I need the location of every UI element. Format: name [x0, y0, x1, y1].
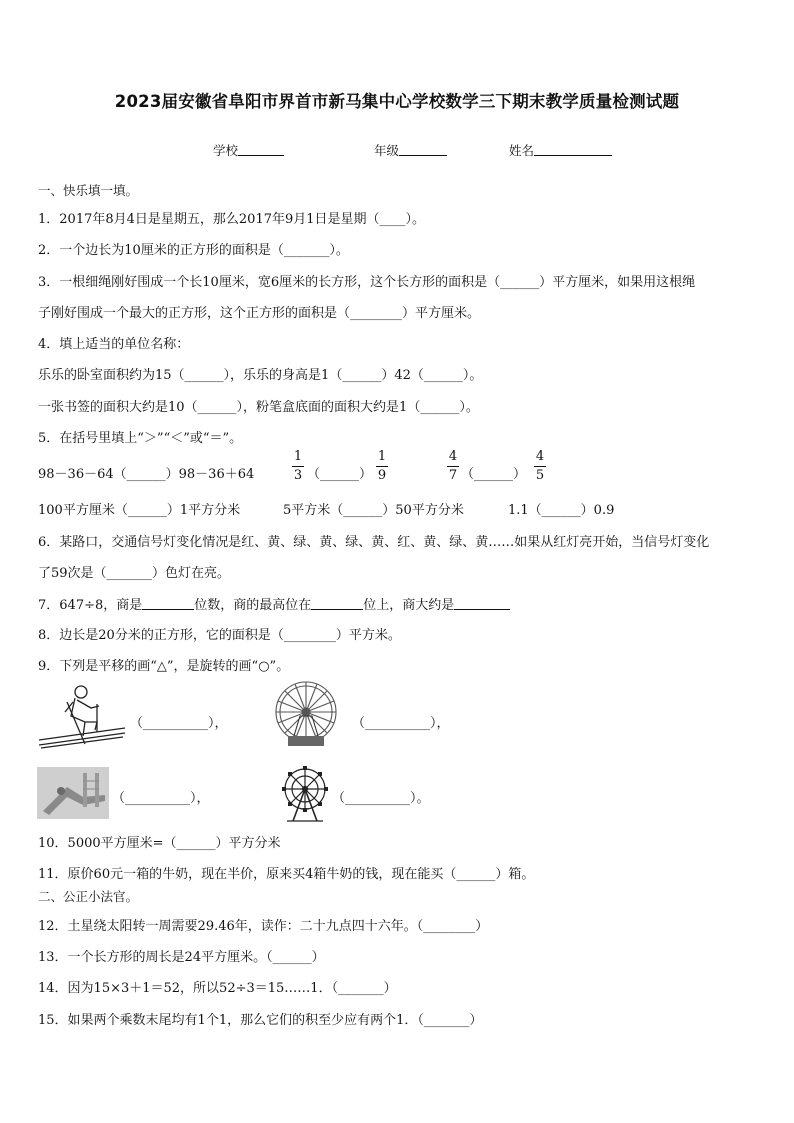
q7-blank-3[interactable] — [454, 597, 510, 610]
question-4-line-1: 乐乐的卧室面积约为15（______），乐乐的身高是1（______）42（______）。 — [38, 368, 483, 383]
q9-blank-4: （__________）。 — [332, 791, 430, 806]
name-blank[interactable] — [534, 143, 612, 156]
q7-blank-2[interactable] — [311, 597, 363, 610]
skier-image — [37, 682, 127, 750]
fraction-denominator: 3 — [293, 468, 303, 483]
question-5: 5．在括号里填上“＞”“＜”或“＝”。 — [38, 431, 243, 446]
q5-row2-c: 1.1（______）0.9 — [508, 503, 615, 518]
ferris-wheel-image — [270, 680, 342, 752]
grade-label: 年级 — [374, 143, 400, 158]
slide-image — [37, 767, 109, 819]
question-15: 15．如果两个乘数末尾均有1个1，那么它们的积至少应有两个1．（_______） — [38, 1013, 483, 1028]
question-7 — [38, 594, 510, 613]
section-2-heading: 二、公正小法官。 — [38, 889, 139, 904]
page-title: 2023届安徽省阜阳市界首市新马集中心学校数学三下期末教学质量检测试题 — [114, 92, 680, 111]
name-label: 姓名 — [509, 143, 535, 158]
grade-field — [374, 141, 447, 159]
school-blank[interactable] — [238, 143, 284, 156]
q5-row1-blank-2: （______） — [461, 467, 527, 482]
question-10: 10．5000平方厘米=（______）平方分米 — [38, 836, 281, 851]
q7-blank-1[interactable] — [142, 597, 194, 610]
q5-row1-a: 98－36－64（______）98－36＋64 — [38, 467, 255, 482]
question-4-line-2: 一张书签的面积大约是10（______），粉笔盒底面的面积大约是1（______）。 — [38, 400, 479, 415]
question-11: 11．原价60元一箱的牛奶，现在半价，原来买4箱牛奶的钱，现在能买（______）箱。 — [38, 867, 535, 882]
q5-row1-blank-1: （______） — [307, 467, 373, 482]
grade-blank[interactable] — [399, 143, 447, 156]
fraction-denominator: 7 — [448, 468, 458, 483]
fraction-denominator: 9 — [377, 468, 387, 483]
name-field — [509, 141, 612, 159]
question-3-line-1: 3．一根细绳刚好围成一个长10厘米，宽6厘米的长方形，这个长方形的面积是（______）平方厘米，如果用这根绳 — [38, 275, 696, 290]
school-label: 学校 — [213, 143, 239, 158]
fraction-1-9 — [376, 449, 388, 484]
question-12: 12．土星绕太阳转一周需要29.46年，读作：二十九点四十六年。（________） — [38, 919, 489, 934]
q9-blank-3: （__________）， — [112, 791, 210, 806]
q7-part1: 7．647÷8，商是 — [38, 598, 143, 613]
q5-row2-b: 5平方米（______）50平方分米 — [283, 503, 464, 518]
q9-blank-2: （__________）， — [352, 716, 450, 731]
fraction-numerator: 4 — [535, 449, 545, 464]
fraction-1-3 — [292, 449, 304, 484]
fraction-numerator: 1 — [377, 449, 387, 464]
q7-part3: 位上，商大约是 — [363, 598, 455, 613]
fraction-denominator: 5 — [535, 468, 545, 483]
q9-blank-1: （__________）， — [130, 716, 228, 731]
question-1: 1．2017年8月4日是星期五，那么2017年9月1日是星期（____）。 — [38, 212, 426, 227]
school-field — [213, 141, 284, 159]
question-6-line-2: 了59次是（_______）色灯在亮。 — [38, 566, 231, 581]
q7-part2: 位数，商的最高位在 — [194, 598, 312, 613]
question-14: 14．因为15×3＋1＝52，所以52÷3＝15……1．（_______） — [38, 981, 397, 996]
question-4: 4．填上适当的单位名称： — [38, 337, 190, 352]
question-8: 8．边长是20分米的正方形，它的面积是（________）平方米。 — [38, 628, 401, 643]
question-2: 2．一个边长为10厘米的正方形的面积是（_______）。 — [38, 243, 349, 258]
fraction-4-5 — [534, 449, 546, 484]
fraction-4-7 — [447, 449, 459, 484]
question-6-line-1: 6．某路口，交通信号灯变化情况是红、黄、绿、黄、绿、黄、红、黄、绿、黄……如果从红灯亮开始，当信号灯变化 — [38, 535, 710, 550]
question-13: 13．一个长方形的周长是24平方厘米。（______） — [38, 950, 325, 965]
observation-wheel-image — [277, 765, 333, 823]
question-9: 9．下列是平移的画“△”，是旋转的画“○”。 — [38, 659, 290, 674]
question-3-line-2: 子刚好围成一个最大的正方形，这个正方形的面积是（________）平方厘米。 — [38, 306, 481, 321]
section-1-heading: 一、快乐填一填。 — [38, 183, 139, 198]
q5-row2-a: 100平方厘米（______）1平方分米 — [38, 503, 241, 518]
fraction-numerator: 1 — [293, 449, 303, 464]
fraction-numerator: 4 — [448, 449, 458, 464]
